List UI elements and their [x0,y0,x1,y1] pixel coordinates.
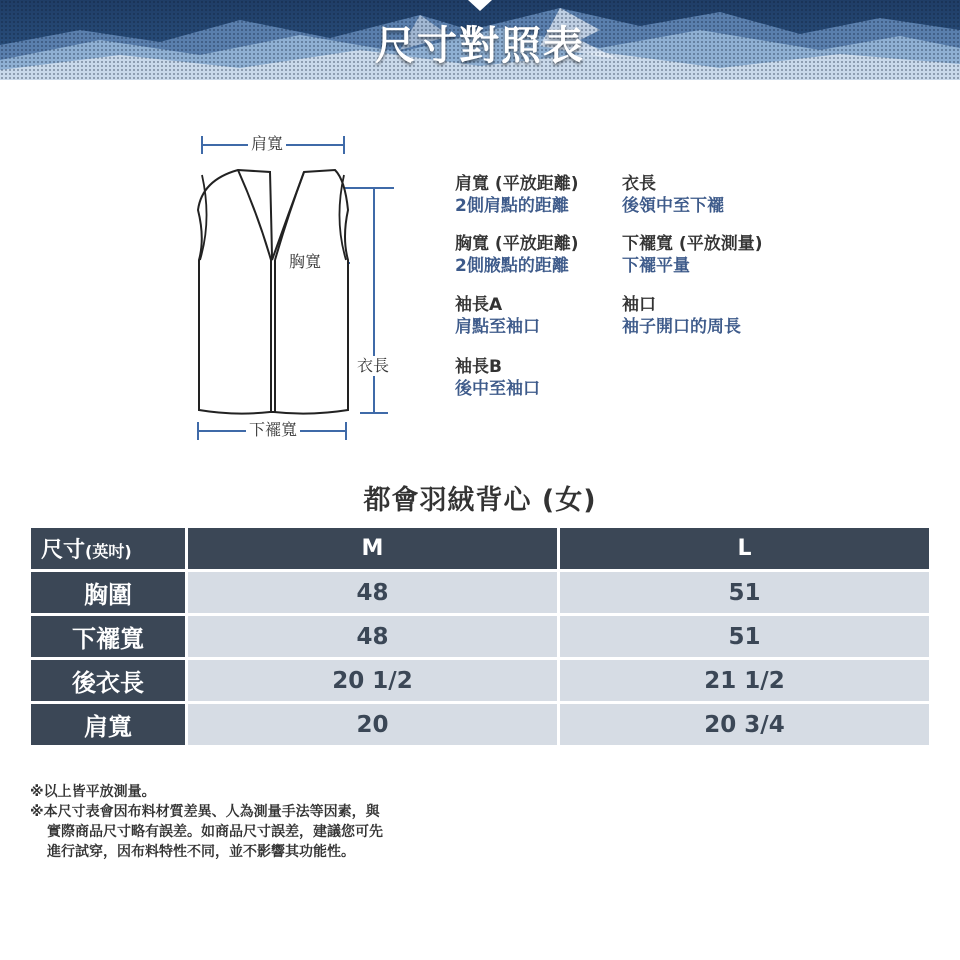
footnotes [30,782,470,862]
header-banner [0,0,960,80]
table-cell: 20 1/2 [188,660,557,701]
column-header-m: M [188,528,557,569]
row-header: 肩寬 [31,704,185,745]
footnote-line: 進行試穿，因布料特性不同，並不影響其功能性。 [47,844,355,860]
legend-term: 袖長A [455,295,503,315]
legend-item-length [622,173,724,217]
shoulder-width-label: 肩寬 [248,134,286,154]
table-cell: 51 [560,572,929,613]
table-cell: 48 [188,572,557,613]
column-header-l: L [560,528,929,569]
legend-term: 下襬寬 (平放測量) [622,234,763,254]
legend-desc: 2側腋點的距離 [455,256,569,276]
row-header: 胸圍 [31,572,185,613]
table-cell: 20 [188,704,557,745]
table-cell: 20 3/4 [560,704,929,745]
legend-desc: 2側肩點的距離 [455,196,569,216]
legend-term: 胸寬 (平放距離) [455,234,579,254]
table-row [31,616,929,657]
size-unit-header [31,528,185,569]
legend-item-sleeve-a [455,294,540,338]
chest-width-label: 胸寬 [286,252,324,272]
page-title: 尺寸對照表 [375,23,585,69]
legend-desc: 後中至袖口 [455,379,540,399]
product-title: 都會羽絨背心 (女) [363,485,597,516]
legend-desc: 下襬平量 [622,256,690,276]
legend-item-chest [455,233,578,277]
table-row [31,704,929,745]
vest-outline-image [180,120,410,450]
legend-term: 肩寬 (平放距離) [455,174,579,194]
table-row [31,572,929,613]
table-cell: 48 [188,616,557,657]
table-cell: 51 [560,616,929,657]
vest-diagram [180,120,410,454]
row-header: 下襬寬 [31,616,185,657]
table-cell: 21 1/2 [560,660,929,701]
legend-term: 袖口 [622,295,656,315]
legend-item-cuff [622,294,741,338]
footnote-line: ※以上皆平放測量。 [30,784,156,800]
table-row [31,660,929,701]
row-header: 後衣長 [31,660,185,701]
size-header-label: 尺寸 [41,538,86,563]
size-table [28,525,932,748]
body-length-label: 衣長 [354,356,392,376]
legend-desc: 後領中至下襬 [622,196,724,216]
legend-item-hem [622,233,762,277]
legend-term: 袖長B [455,357,502,377]
table-header-row [31,528,929,569]
footnote-line: 實際商品尺寸略有誤差。如商品尺寸誤差，建議您可先 [47,824,383,840]
hem-width-label: 下襬寬 [246,420,300,440]
legend-item-sleeve-b [455,356,540,400]
legend-desc: 袖子開口的周長 [622,317,741,337]
unit-label: (英吋) [85,542,132,561]
legend-desc: 肩點至袖口 [455,317,540,337]
legend-term: 衣長 [622,174,656,194]
legend-item-shoulder [455,173,578,217]
footnote-line: ※本尺寸表會因布料材質差異、人為測量手法等因素，與 [30,804,380,820]
